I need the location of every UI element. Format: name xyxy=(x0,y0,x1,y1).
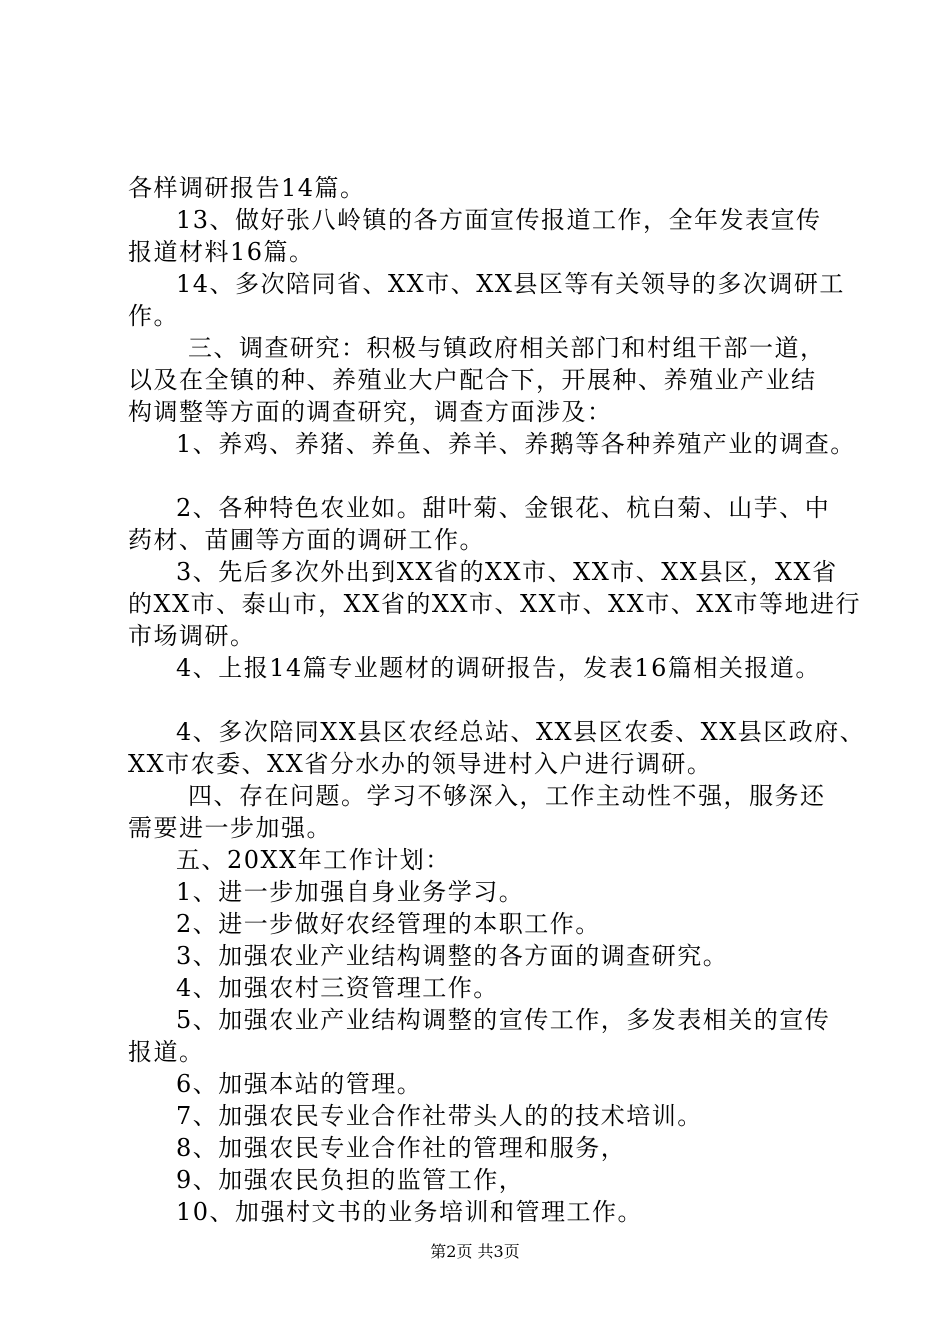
text-line: 五、20XX年工作计划： xyxy=(176,846,451,874)
paragraph-gap xyxy=(128,684,848,716)
text-line: 各样调研报告14篇。 xyxy=(128,174,366,202)
text-line: 药材、苗圃等方面的调研工作。 xyxy=(128,526,485,554)
text-line: 报道材料16篇。 xyxy=(128,238,315,266)
text-line: 4、上报14篇专业题材的调研报告，发表16篇相关报道。 xyxy=(176,654,821,682)
paragraph-gap xyxy=(128,460,848,492)
text-line: 9、加强农民负担的监管工作， xyxy=(176,1166,525,1194)
text-line: 市场调研。 xyxy=(128,622,256,650)
text-line: 2、进一步做好农经管理的本职工作。 xyxy=(176,910,601,938)
text-line: 四、存在问题。学习不够深入，工作主动性不强，服务还 xyxy=(188,782,826,810)
text-line: 1、进一步加强自身业务学习。 xyxy=(176,878,525,906)
text-line: 7、加强农民专业合作社带头人的的技术培训。 xyxy=(176,1102,703,1130)
text-line: 4、多次陪同XX县区农经总站、XX县区农委、XX县区政府、 xyxy=(176,718,866,746)
text-line: 8、加强农民专业合作社的管理和服务， xyxy=(176,1134,627,1162)
text-line: 1、养鸡、养猪、养鱼、养羊、养鹅等各种养殖产业的调查。 xyxy=(176,430,856,458)
text-line: 报道。 xyxy=(128,1038,205,1066)
document-body xyxy=(128,172,866,1228)
text-line: 14、多次陪同省、XX市、XX县区等有关领导的多次调研工 xyxy=(176,270,845,298)
text-line: 2、各种特色农业如。甜叶菊、金银花、杭白菊、山芋、中 xyxy=(176,494,831,522)
text-line: 以及在全镇的种、养殖业大户配合下，开展种、养殖业产业结 xyxy=(128,366,817,394)
text-line: 10、加强村文书的业务培训和管理工作。 xyxy=(176,1198,644,1226)
text-line: 三、调查研究：积极与镇政府相关部门和村组干部一道， xyxy=(188,334,826,362)
text-line: 4、加强农村三资管理工作。 xyxy=(176,974,499,1002)
text-line: 需要进一步加强。 xyxy=(128,814,332,842)
text-line: 的XX市、泰山市，XX省的XX市、XX市、XX市、XX市等地进行 xyxy=(128,590,862,618)
text-line: 作。 xyxy=(128,302,179,330)
text-line: XX市农委、XX省分水办的领导进村入户进行调研。 xyxy=(128,750,713,778)
page-footer xyxy=(0,1242,950,1262)
text-line: 3、先后多次外出到XX省的XX市、XX市、XX县区，XX省 xyxy=(176,558,838,586)
text-line: 5、加强农业产业结构调整的宣传工作，多发表相关的宣传 xyxy=(176,1006,831,1034)
page-number-label: 第2页 共3页 xyxy=(430,1242,520,1261)
text-line: 构调整等方面的调查研究，调查方面涉及： xyxy=(128,398,613,426)
text-line: 3、加强农业产业结构调整的各方面的调查研究。 xyxy=(176,942,729,970)
text-line: 13、做好张八岭镇的各方面宣传报道工作，全年发表宣传 xyxy=(176,206,822,234)
text-line: 6、加强本站的管理。 xyxy=(176,1070,423,1098)
